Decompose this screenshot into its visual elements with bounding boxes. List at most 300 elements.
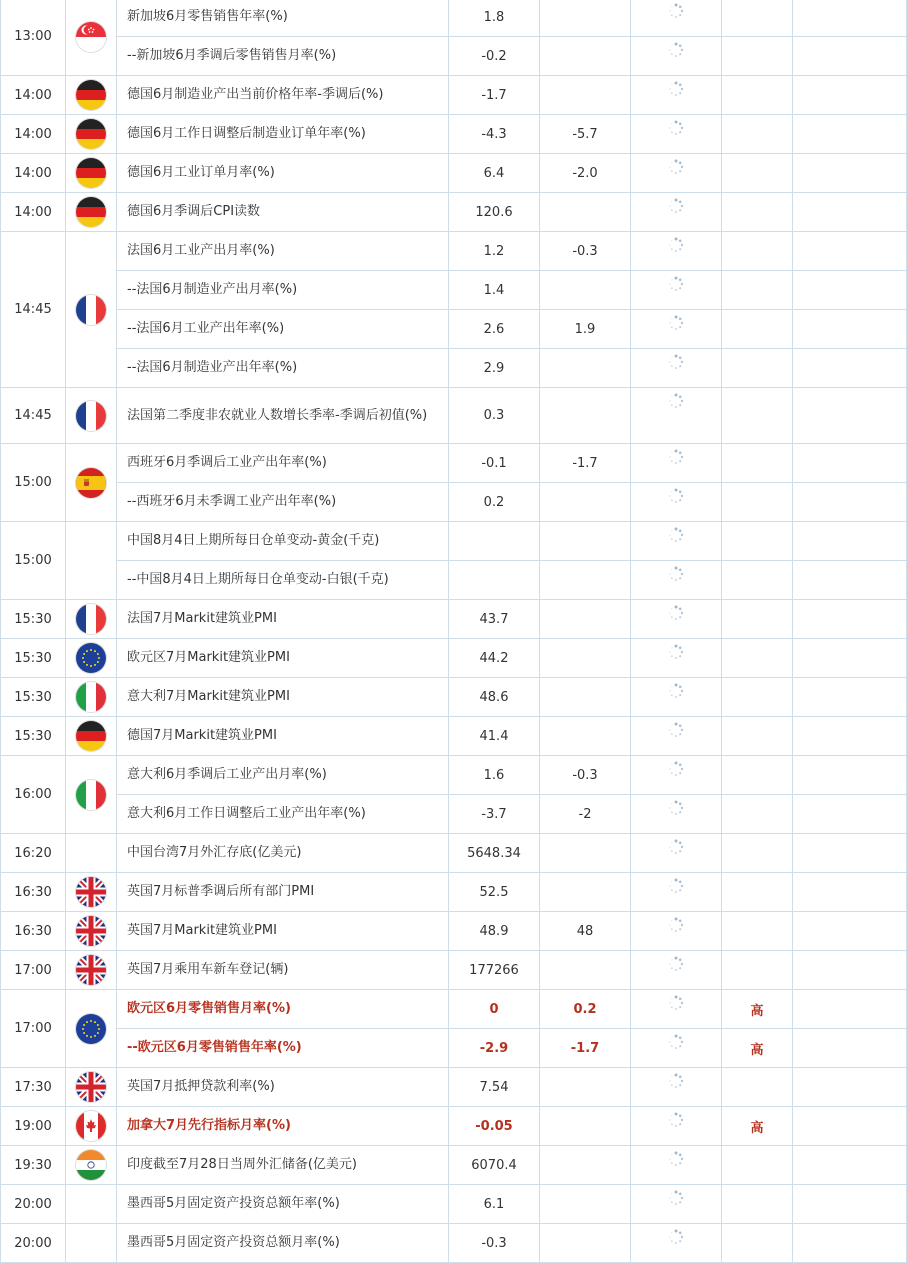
importance-label xyxy=(722,795,793,834)
previous-value: 1.6 xyxy=(449,756,540,795)
event-row xyxy=(117,795,907,834)
forecast-value xyxy=(540,639,631,678)
germany-flag-icon xyxy=(76,119,106,149)
indicator-name[interactable]: --西班牙6月未季调工业产出年率(%) xyxy=(117,483,449,522)
event-time: 20:00 xyxy=(0,1224,66,1263)
loading-spinner-icon xyxy=(668,42,684,58)
indicator-name[interactable]: 加拿大7月先行指标月率(%) xyxy=(117,1107,449,1146)
country-flag-cell xyxy=(66,154,117,193)
loading-spinner-icon xyxy=(668,276,684,292)
actual-value-cell xyxy=(631,444,722,483)
event-group xyxy=(0,717,907,756)
forecast-value xyxy=(540,193,631,232)
indicator-name[interactable]: 意大利6月季调后工业产出月率(%) xyxy=(117,756,449,795)
previous-value: 1.2 xyxy=(449,232,540,271)
event-group xyxy=(0,1224,907,1263)
loading-spinner-icon xyxy=(668,81,684,97)
france-flag-icon xyxy=(76,604,106,634)
previous-value: 0 xyxy=(449,990,540,1029)
previous-value: 2.6 xyxy=(449,310,540,349)
previous-value: -0.2 xyxy=(449,37,540,76)
detail-cell xyxy=(793,678,907,717)
loading-spinner-icon xyxy=(668,800,684,816)
loading-spinner-icon xyxy=(668,761,684,777)
event-group xyxy=(0,444,907,522)
event-time: 14:00 xyxy=(0,154,66,193)
detail-cell xyxy=(793,873,907,912)
country-flag-cell xyxy=(66,76,117,115)
indicator-name[interactable]: 意大利6月工作日调整后工业产出年率(%) xyxy=(117,795,449,834)
forecast-value: -0.3 xyxy=(540,232,631,271)
loading-spinner-icon xyxy=(668,683,684,699)
event-row xyxy=(117,1146,907,1185)
event-time: 17:00 xyxy=(0,951,66,990)
event-time: 15:30 xyxy=(0,678,66,717)
indicator-name[interactable]: 英国7月标普季调后所有部门PMI xyxy=(117,873,449,912)
importance-label xyxy=(722,834,793,873)
forecast-value xyxy=(540,561,631,600)
detail-cell xyxy=(793,522,907,561)
event-row xyxy=(117,1107,907,1146)
previous-value: 0.3 xyxy=(449,388,540,444)
detail-cell xyxy=(793,600,907,639)
forecast-value xyxy=(540,834,631,873)
previous-value: -3.7 xyxy=(449,795,540,834)
event-row xyxy=(117,1185,907,1224)
actual-value-cell xyxy=(631,154,722,193)
previous-value: 120.6 xyxy=(449,193,540,232)
actual-value-cell xyxy=(631,834,722,873)
forecast-value: 0.2 xyxy=(540,990,631,1029)
loading-spinner-icon xyxy=(668,1151,684,1167)
loading-spinner-icon xyxy=(668,839,684,855)
loading-spinner-icon xyxy=(668,1190,684,1206)
previous-value: -0.3 xyxy=(449,1224,540,1263)
event-time: 14:00 xyxy=(0,193,66,232)
forecast-value xyxy=(540,388,631,444)
eurozone-flag-icon xyxy=(76,643,106,673)
actual-value-cell xyxy=(631,483,722,522)
loading-spinner-icon xyxy=(668,605,684,621)
loading-spinner-icon xyxy=(668,159,684,175)
detail-cell xyxy=(793,951,907,990)
importance-label xyxy=(722,873,793,912)
indicator-name[interactable]: 中国8月4日上期所每日仓单变动-黄金(千克) xyxy=(117,522,449,561)
importance-label xyxy=(722,912,793,951)
event-group xyxy=(0,756,907,834)
uk-flag-icon xyxy=(76,916,106,946)
germany-flag-icon xyxy=(76,80,106,110)
actual-value-cell xyxy=(631,1224,722,1263)
indicator-name[interactable]: 英国7月抵押贷款利率(%) xyxy=(117,1068,449,1107)
event-row xyxy=(117,912,907,951)
detail-cell xyxy=(793,561,907,600)
indicator-name[interactable]: 德国7月Markit建筑业PMI xyxy=(117,717,449,756)
detail-cell xyxy=(793,912,907,951)
uk-flag-icon xyxy=(76,877,106,907)
previous-value: 7.54 xyxy=(449,1068,540,1107)
previous-value: 52.5 xyxy=(449,873,540,912)
event-group xyxy=(0,1146,907,1185)
forecast-value xyxy=(540,1185,631,1224)
forecast-value: -2 xyxy=(540,795,631,834)
importance-label xyxy=(722,717,793,756)
actual-value-cell xyxy=(631,388,722,444)
indicator-name[interactable]: 欧元区7月Markit建筑业PMI xyxy=(117,639,449,678)
indicator-name[interactable]: 新加坡6月零售销售年率(%) xyxy=(117,0,449,37)
event-time: 15:00 xyxy=(0,444,66,522)
indicator-name[interactable]: --法国6月制造业产出月率(%) xyxy=(117,271,449,310)
country-flag-cell xyxy=(66,232,117,388)
forecast-value: -0.3 xyxy=(540,756,631,795)
forecast-value: -1.7 xyxy=(540,1029,631,1068)
singapore-flag-icon xyxy=(76,22,106,52)
loading-spinner-icon xyxy=(668,917,684,933)
actual-value-cell xyxy=(631,561,722,600)
detail-cell xyxy=(793,76,907,115)
detail-cell xyxy=(793,990,907,1029)
event-row xyxy=(117,483,907,522)
germany-flag-icon xyxy=(76,197,106,227)
event-group xyxy=(0,600,907,639)
uk-flag-icon xyxy=(76,955,106,985)
importance-label xyxy=(722,154,793,193)
event-row xyxy=(117,310,907,349)
previous-value: -0.05 xyxy=(449,1107,540,1146)
importance-label xyxy=(722,310,793,349)
detail-cell xyxy=(793,483,907,522)
event-row xyxy=(117,990,907,1029)
indicator-name[interactable]: 德国6月工作日调整后制造业订单年率(%) xyxy=(117,115,449,154)
actual-value-cell xyxy=(631,990,722,1029)
actual-value-cell xyxy=(631,349,722,388)
detail-cell xyxy=(793,1146,907,1185)
country-flag-cell xyxy=(66,444,117,522)
forecast-value: -1.7 xyxy=(540,444,631,483)
canada-flag-icon xyxy=(76,1111,106,1141)
detail-cell xyxy=(793,1029,907,1068)
previous-value: 41.4 xyxy=(449,717,540,756)
actual-value-cell xyxy=(631,639,722,678)
event-row xyxy=(117,388,907,444)
event-time: 14:45 xyxy=(0,232,66,388)
country-flag-cell xyxy=(66,756,117,834)
indicator-name[interactable]: 中国台湾7月外汇存底(亿美元) xyxy=(117,834,449,873)
loading-spinner-icon xyxy=(668,1034,684,1050)
importance-label: 高 xyxy=(722,1107,793,1146)
indicator-name[interactable]: 印度截至7月28日当周外汇储备(亿美元) xyxy=(117,1146,449,1185)
event-time: 15:30 xyxy=(0,600,66,639)
event-time: 17:30 xyxy=(0,1068,66,1107)
detail-cell xyxy=(793,271,907,310)
detail-cell xyxy=(793,444,907,483)
italy-flag-icon xyxy=(76,780,106,810)
country-flag-cell xyxy=(66,1146,117,1185)
forecast-value: 48 xyxy=(540,912,631,951)
importance-label xyxy=(722,1146,793,1185)
importance-label xyxy=(722,1068,793,1107)
actual-value-cell xyxy=(631,1107,722,1146)
detail-cell xyxy=(793,193,907,232)
event-time: 13:00 xyxy=(0,0,66,76)
event-row xyxy=(117,873,907,912)
actual-value-cell xyxy=(631,522,722,561)
event-row xyxy=(117,756,907,795)
event-time: 15:00 xyxy=(0,522,66,600)
previous-value: -1.7 xyxy=(449,76,540,115)
event-row xyxy=(117,951,907,990)
actual-value-cell xyxy=(631,873,722,912)
eurozone-flag-icon xyxy=(76,1014,106,1044)
forecast-value xyxy=(540,349,631,388)
indicator-name[interactable]: --新加坡6月季调后零售销售月率(%) xyxy=(117,37,449,76)
forecast-value xyxy=(540,483,631,522)
actual-value-cell xyxy=(631,678,722,717)
importance-label xyxy=(722,483,793,522)
loading-spinner-icon xyxy=(668,956,684,972)
loading-spinner-icon xyxy=(668,315,684,331)
detail-cell xyxy=(793,349,907,388)
country-flag-cell xyxy=(66,990,117,1068)
previous-value: 6070.4 xyxy=(449,1146,540,1185)
indicator-name[interactable]: 欧元区6月零售销售月率(%) xyxy=(117,990,449,1029)
france-flag-icon xyxy=(76,295,106,325)
importance-label xyxy=(722,193,793,232)
event-row xyxy=(117,154,907,193)
importance-label: 高 xyxy=(722,990,793,1029)
importance-label xyxy=(722,349,793,388)
indicator-name[interactable]: --法国6月工业产出年率(%) xyxy=(117,310,449,349)
detail-cell xyxy=(793,232,907,271)
previous-value: 5648.34 xyxy=(449,834,540,873)
indicator-name[interactable]: --中国8月4日上期所每日仓单变动-白银(千克) xyxy=(117,561,449,600)
actual-value-cell xyxy=(631,0,722,37)
actual-value-cell xyxy=(631,37,722,76)
event-group xyxy=(0,1185,907,1224)
event-row xyxy=(117,271,907,310)
event-time: 20:00 xyxy=(0,1185,66,1224)
forecast-value xyxy=(540,0,631,37)
event-row xyxy=(117,349,907,388)
event-time: 15:30 xyxy=(0,717,66,756)
country-flag-cell xyxy=(66,522,117,600)
actual-value-cell xyxy=(631,271,722,310)
detail-cell xyxy=(793,310,907,349)
actual-value-cell xyxy=(631,1185,722,1224)
germany-flag-icon xyxy=(76,721,106,751)
event-row xyxy=(117,678,907,717)
country-flag-cell xyxy=(66,951,117,990)
event-row xyxy=(117,37,907,76)
detail-cell xyxy=(793,0,907,37)
indicator-name[interactable]: 英国7月Markit建筑业PMI xyxy=(117,912,449,951)
forecast-value xyxy=(540,717,631,756)
france-flag-icon xyxy=(76,401,106,431)
event-group xyxy=(0,193,907,232)
forecast-value: 1.9 xyxy=(540,310,631,349)
actual-value-cell xyxy=(631,1029,722,1068)
loading-spinner-icon xyxy=(668,449,684,465)
event-group xyxy=(0,388,907,444)
loading-spinner-icon xyxy=(668,527,684,543)
event-time: 19:30 xyxy=(0,1146,66,1185)
event-group xyxy=(0,154,907,193)
actual-value-cell xyxy=(631,717,722,756)
importance-label xyxy=(722,388,793,444)
importance-label xyxy=(722,951,793,990)
indicator-name[interactable]: 法国6月工业产出月率(%) xyxy=(117,232,449,271)
importance-label xyxy=(722,678,793,717)
importance-label xyxy=(722,0,793,37)
loading-spinner-icon xyxy=(668,1229,684,1245)
event-row xyxy=(117,561,907,600)
previous-value: 2.9 xyxy=(449,349,540,388)
detail-cell xyxy=(793,795,907,834)
event-row xyxy=(117,600,907,639)
forecast-value xyxy=(540,522,631,561)
previous-value: 6.4 xyxy=(449,154,540,193)
event-group xyxy=(0,834,907,873)
forecast-value xyxy=(540,1068,631,1107)
importance-label xyxy=(722,522,793,561)
detail-cell xyxy=(793,756,907,795)
event-group xyxy=(0,0,907,76)
event-time: 15:30 xyxy=(0,639,66,678)
loading-spinner-icon xyxy=(668,995,684,1011)
country-flag-cell xyxy=(66,1068,117,1107)
previous-value: 6.1 xyxy=(449,1185,540,1224)
importance-label xyxy=(722,444,793,483)
event-row xyxy=(117,717,907,756)
indicator-name[interactable]: 意大利7月Markit建筑业PMI xyxy=(117,678,449,717)
detail-cell xyxy=(793,1068,907,1107)
detail-cell xyxy=(793,154,907,193)
previous-value: 1.4 xyxy=(449,271,540,310)
country-flag-cell xyxy=(66,0,117,76)
actual-value-cell xyxy=(631,115,722,154)
india-flag-icon xyxy=(76,1150,106,1180)
event-group xyxy=(0,912,907,951)
importance-label xyxy=(722,1185,793,1224)
uk-flag-icon xyxy=(76,1072,106,1102)
italy-flag-icon xyxy=(76,682,106,712)
indicator-name[interactable]: 墨西哥5月固定资产投资总额年率(%) xyxy=(117,1185,449,1224)
event-group xyxy=(0,522,907,600)
country-flag-cell xyxy=(66,1107,117,1146)
indicator-name[interactable]: 德国6月工业订单月率(%) xyxy=(117,154,449,193)
event-time: 17:00 xyxy=(0,990,66,1068)
event-time: 14:00 xyxy=(0,76,66,115)
loading-spinner-icon xyxy=(668,3,684,19)
detail-cell xyxy=(793,37,907,76)
indicator-name[interactable]: 德国6月季调后CPI读数 xyxy=(117,193,449,232)
forecast-value xyxy=(540,271,631,310)
country-flag-cell xyxy=(66,388,117,444)
event-time: 16:20 xyxy=(0,834,66,873)
loading-spinner-icon xyxy=(668,644,684,660)
country-flag-cell xyxy=(66,678,117,717)
importance-label xyxy=(722,561,793,600)
forecast-value xyxy=(540,873,631,912)
detail-cell xyxy=(793,717,907,756)
actual-value-cell xyxy=(631,795,722,834)
country-flag-cell xyxy=(66,912,117,951)
country-flag-cell xyxy=(66,600,117,639)
previous-value xyxy=(449,522,540,561)
previous-value xyxy=(449,561,540,600)
event-time: 19:00 xyxy=(0,1107,66,1146)
previous-value: 48.6 xyxy=(449,678,540,717)
indicator-name[interactable]: 德国6月制造业产出当前价格年率-季调后(%) xyxy=(117,76,449,115)
loading-spinner-icon xyxy=(668,878,684,894)
loading-spinner-icon xyxy=(668,566,684,582)
indicator-name[interactable]: --欧元区6月零售销售年率(%) xyxy=(117,1029,449,1068)
actual-value-cell xyxy=(631,193,722,232)
loading-spinner-icon xyxy=(668,1112,684,1128)
indicator-name[interactable]: --法国6月制造业产出年率(%) xyxy=(117,349,449,388)
event-row xyxy=(117,1029,907,1068)
previous-value: 1.8 xyxy=(449,0,540,37)
importance-label xyxy=(722,76,793,115)
actual-value-cell xyxy=(631,232,722,271)
detail-cell xyxy=(793,115,907,154)
forecast-value xyxy=(540,1146,631,1185)
indicator-name[interactable]: 法国第二季度非农就业人数增长季率-季调后初值(%) xyxy=(117,388,449,444)
previous-value: -4.3 xyxy=(449,115,540,154)
event-group xyxy=(0,639,907,678)
previous-value: -2.9 xyxy=(449,1029,540,1068)
event-row xyxy=(117,115,907,154)
event-group xyxy=(0,115,907,154)
germany-flag-icon xyxy=(76,158,106,188)
loading-spinner-icon xyxy=(668,120,684,136)
country-flag-cell xyxy=(66,115,117,154)
actual-value-cell xyxy=(631,1146,722,1185)
country-flag-cell xyxy=(66,1185,117,1224)
actual-value-cell xyxy=(631,1068,722,1107)
event-time: 16:00 xyxy=(0,756,66,834)
event-time: 14:45 xyxy=(0,388,66,444)
event-row xyxy=(117,639,907,678)
previous-value: 48.9 xyxy=(449,912,540,951)
event-row xyxy=(117,834,907,873)
actual-value-cell xyxy=(631,951,722,990)
country-flag-cell xyxy=(66,717,117,756)
forecast-value xyxy=(540,678,631,717)
country-flag-cell xyxy=(66,639,117,678)
event-group xyxy=(0,990,907,1068)
actual-value-cell xyxy=(631,310,722,349)
actual-value-cell xyxy=(631,756,722,795)
indicator-name[interactable]: 法国7月Markit建筑业PMI xyxy=(117,600,449,639)
indicator-name[interactable]: 西班牙6月季调后工业产出年率(%) xyxy=(117,444,449,483)
previous-value: 43.7 xyxy=(449,600,540,639)
event-row xyxy=(117,1068,907,1107)
event-row xyxy=(117,1224,907,1263)
indicator-name[interactable]: 英国7月乘用车新车登记(辆) xyxy=(117,951,449,990)
indicator-name[interactable]: 墨西哥5月固定资产投资总额月率(%) xyxy=(117,1224,449,1263)
event-row xyxy=(117,193,907,232)
detail-cell xyxy=(793,1185,907,1224)
event-group xyxy=(0,232,907,388)
country-flag-cell xyxy=(66,834,117,873)
actual-value-cell xyxy=(631,76,722,115)
forecast-value xyxy=(540,37,631,76)
loading-spinner-icon xyxy=(668,198,684,214)
previous-value: 44.2 xyxy=(449,639,540,678)
event-group xyxy=(0,76,907,115)
event-time: 16:30 xyxy=(0,873,66,912)
